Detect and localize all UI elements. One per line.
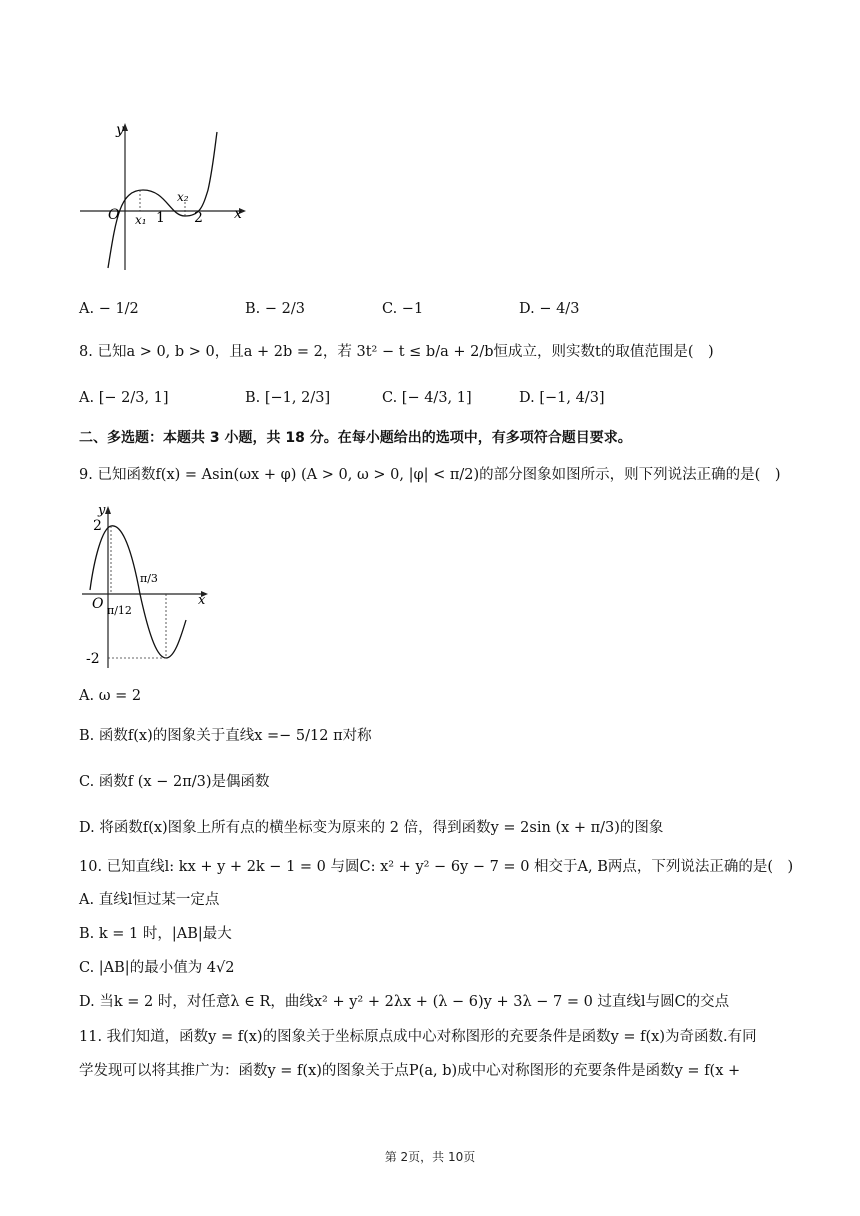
q8-option-d: D. [−1, 4/3] [519,390,605,406]
q10-option-d: D. 当k = 2 时，对任意λ ∈ R，曲线x² + y² + 2λx + (λ − 6)y + 3λ − 7 = 0 过直线l与圆C的交点 [79,994,730,1010]
q9-x-label: x [198,593,206,608]
q9-origin-label: O [92,596,104,612]
q9-stem: 9. 已知函数f(x) = Asin(ωx + φ) (A > 0, ω > 0, |φ| < π/2)的部分图象如图所示，则下列说法正确的是( ) [79,467,781,483]
q7-option-b: B. − 2/3 [245,301,305,317]
q9-pi3-label: π/3 [140,572,158,585]
page-footer: 第 2页，共 10页 [384,1150,476,1164]
q11-line-1: 11. 我们知道，函数y = f(x)的图象关于坐标原点成中心对称图形的充要条件是函数y = f(x)为奇函数.有同 [79,1029,757,1045]
q7-one-label: 1 [156,210,165,226]
q7-option-a: A. − 1/2 [79,301,139,317]
q9-sine-graph [80,500,230,672]
section-heading: 二、多选题：本题共 3 小题，共 18 分。在每小题给出的选项中，有多项符合题目要求。 [79,430,632,446]
q8-stem: 8. 已知a > 0, b > 0，且a + 2b = 2，若 3t² − t ≤ b/a + 2/b恒成立，则实数t的取值范围是( ) [79,344,714,360]
q10-option-c: C. |AB|的最小值为 4√2 [79,960,235,976]
q8-option-c: C. [− 4/3, 1] [382,390,472,406]
q8-option-b: B. [−1, 2/3] [245,390,331,406]
q9-pi12-label: π/12 [107,604,132,617]
q7-x-label: x [234,206,242,222]
q7-option-c: C. −1 [382,301,424,317]
q9-option-c: C. 函数f (x − 2π/3)是偶函数 [79,774,270,790]
q7-x2-label: x₂ [177,190,189,204]
q10-option-a: A. 直线l恒过某一定点 [79,892,220,908]
q9-top-label: 2 [93,518,102,534]
q7-origin-label: O [108,207,120,223]
q8-option-a: A. [− 2/3, 1] [79,390,169,406]
q9-y-label: y [98,503,106,518]
q10-stem: 10. 已知直线l: kx + y + 2k − 1 = 0 与圆C: x² + y² − 6y − 7 = 0 相交于A, B两点，下列说法正确的是( ) [79,859,794,875]
q9-bottom-label: -2 [86,651,100,667]
q9-option-b: B. 函数f(x)的图象关于直线x =− 5/12 π对称 [79,728,372,744]
q9-option-a: A. ω = 2 [79,688,142,704]
q7-option-d: D. − 4/3 [519,301,580,317]
q10-option-b: B. k = 1 时，|AB|最大 [79,926,232,942]
q7-x1-label: x₁ [135,213,147,227]
q7-cubic-graph [78,118,258,278]
q9-option-d: D. 将函数f(x)图象上所有点的横坐标变为原来的 2 倍，得到函数y = 2sin (x + π/3)的图象 [79,820,664,836]
q7-y-label: y [116,122,124,138]
q7-two-label: 2 [194,210,203,226]
q11-line-2: 学发现可以将其推广为：函数y = f(x)的图象关于点P(a, b)成中心对称图形的充要条件是函数y = f(x + [79,1063,741,1079]
